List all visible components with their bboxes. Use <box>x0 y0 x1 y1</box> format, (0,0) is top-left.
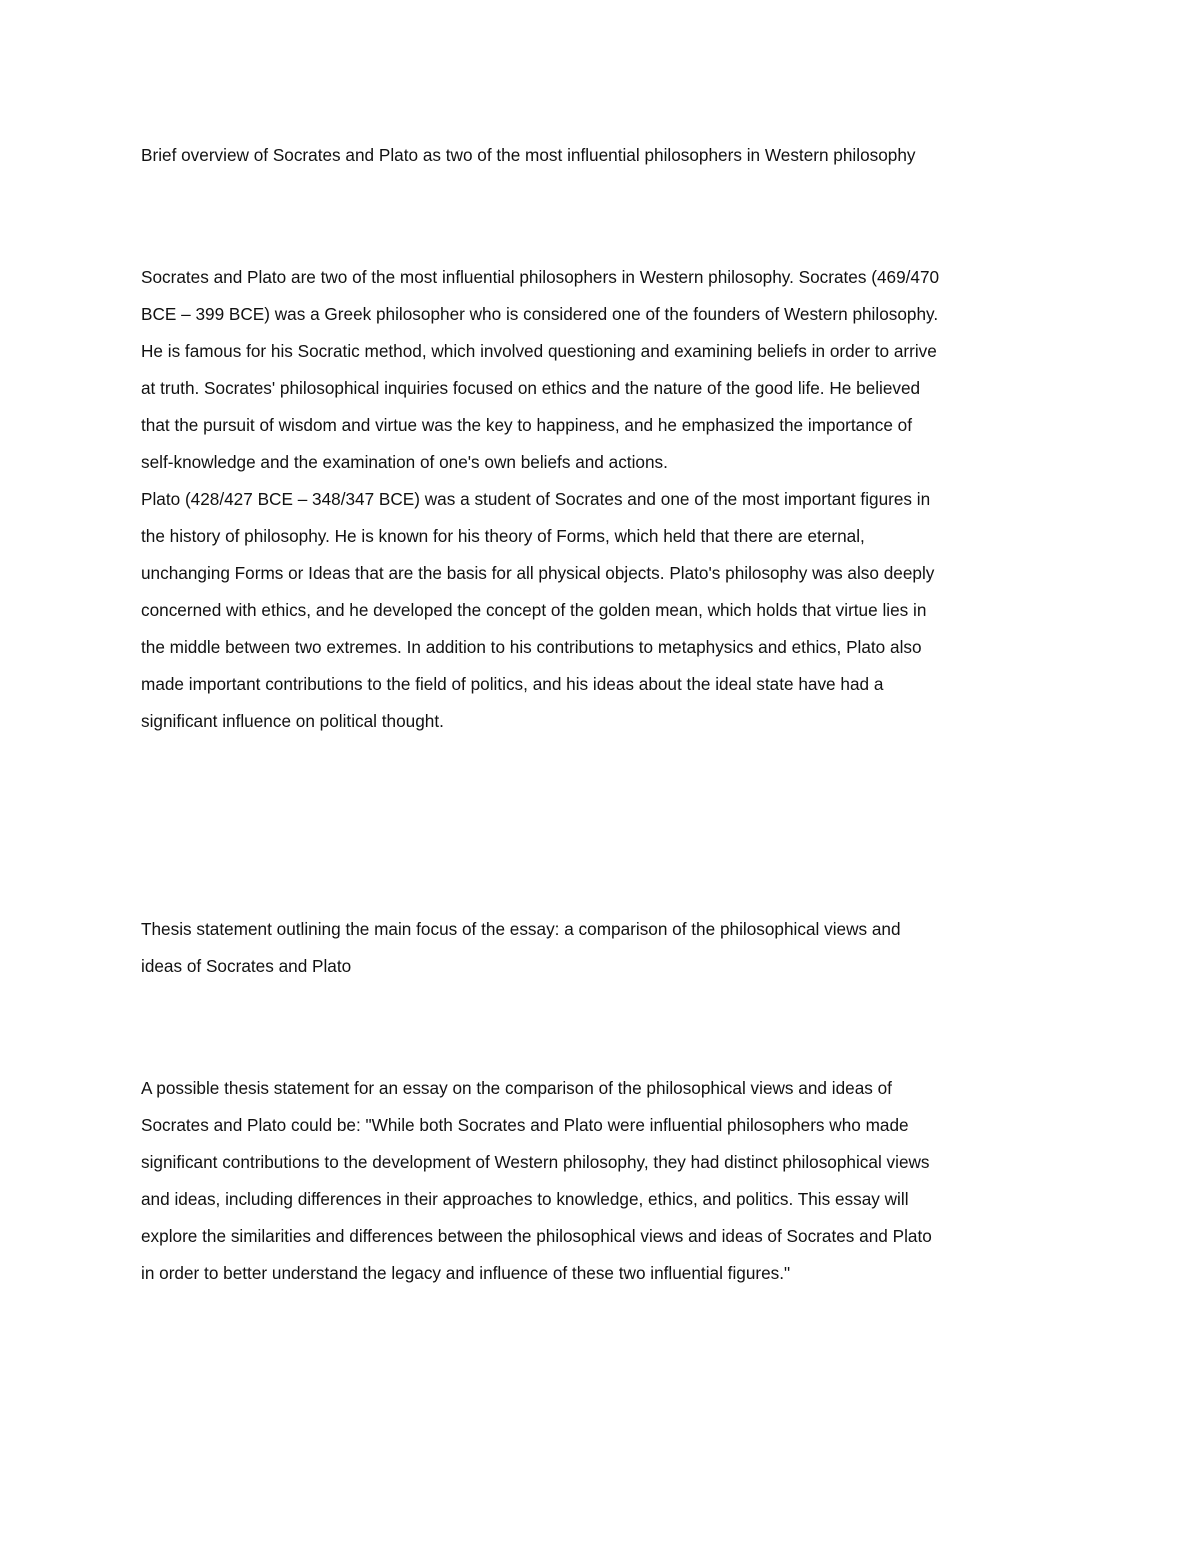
section-heading-thesis: Thesis statement outlining the main focus of the essay: a comparison of the philosophical views and ideas of Socrates and Plato <box>141 919 901 976</box>
section-heading-overview: Brief overview of Socrates and Plato as two of the most influential philosophers in Western philosophy <box>141 145 916 165</box>
section-body-overview: Socrates and Plato are two of the most influential philosophers in Western philosophy. Socrates (469/470 BCE – 399 BCE) was a Greek philosopher who is considered one of the founders of Western philosophy. He is famous for his Socratic method, which involved questioning and examining beliefs in order to arrive at truth. Socrates' philosophical inquiries focused on ethics and the nature of the good life. He believed that the pursuit of wisdom and virtue was the key to happiness, and he emphasized the importance of self-knowledge and the examination of one's own beliefs and actions. Plato (428/427 BCE – 348/347 BCE) was a student of Socrates and one of the most important figures in the history of philosophy. He is known for his theory of Forms, which held that there are eternal, unchanging Forms or Ideas that are the basis for all physical objects. Plato's philosophy was also deeply concerned with ethics, and he developed the concept of the golden mean, which holds that virtue lies in the middle between two extremes. In addition to his contributions to metaphysics and ethics, Plato also made important contributions to the field of politics, and his ideas about the ideal state have had a significant influence on political thought. <box>141 267 940 731</box>
section-body-thesis: A possible thesis statement for an essay on the comparison of the philosophical views and ideas of Socrates and Plato could be: "While both Socrates and Plato were influential philosophers who made significant contributions to the development of Western philosophy, they had distinct philosophical views and ideas, including differences in their approaches to knowledge, ethics, and politics. This essay will explore the similarities and differences between the philosophical views and ideas of Socrates and Plato in order to better understand the legacy and influence of these two influential figures." <box>141 1078 932 1283</box>
